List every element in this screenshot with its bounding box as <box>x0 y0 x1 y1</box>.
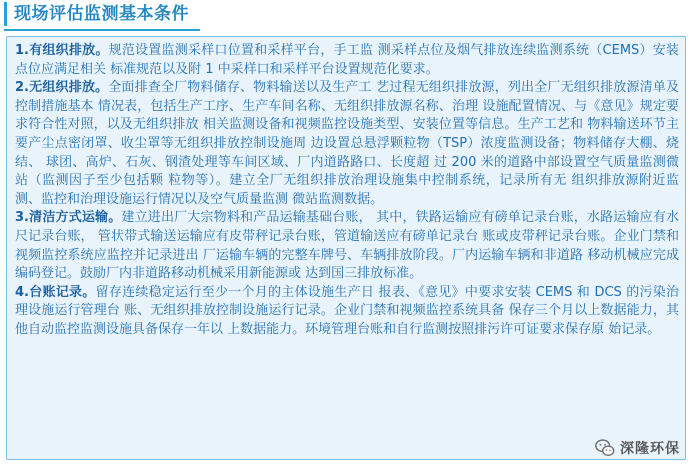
paragraph-body: 留存连续稳定运行至少一个月的主体设施生产日 报表、《意见》中要求安装 CEMS 和 DCS 的污染治理设施运行管理台 账、无组织排放控制设施运行记录。企业门禁和视频监控系统具备 保存三个月以上数据能力，其他自动监控监测设施具备保存一年以 上数据能力。环境管理台账和自行监测按照排污许可证要求保存原 始记录。 <box>15 284 679 337</box>
page-title: 现场评估监测基本条件 <box>14 4 189 24</box>
paragraph-title: 3.清洁方式运输。 <box>15 210 122 226</box>
section-header <box>0 0 694 32</box>
wechat-icon <box>594 437 616 459</box>
watermark-text: 深隆环保 <box>620 441 680 457</box>
paragraph-organized-emission <box>15 42 679 79</box>
paragraph-body: 建立进出厂大宗物料和产品运输基础台账， 其中，铁路运输应有磅单记录台账，水路运输应有水尺记录台账， 管状带式输送运输应有皮带秤记录台账，管道输送应有磅单记录台 账或皮带秤记录台账。企业门禁和视频监控系统应监控并记录进出 厂运输车辆的完整车牌号、车辆排放阶段。厂内运输车辆和非道路 移动机械应完成编码登记。鼓励厂内非道路移动机械采用新能源或 达到国三排放标准。 <box>15 210 679 282</box>
paragraph-title: 2.无组织排放。 <box>15 80 109 96</box>
paragraph-clean-transport <box>15 209 679 283</box>
header-accent-bar <box>4 2 7 26</box>
paragraph-unorganized-emission <box>15 79 679 209</box>
paragraph-ledger-records <box>15 284 679 340</box>
header-underline <box>4 29 200 31</box>
paragraph-body: 全面排查全厂物料储存、物料输送以及生产工 艺过程无组织排放源，列出全厂无组织排放源清单及控制措施基本 情况表，包括生产工序、生产车间名称、无组织排放源名称、治理 设施配置情况、与《意见》规定要求符合性对照，以及无组织排放 相关监测设备和视频监控设施类型、安装位置等信息。生产工艺和 物料输送环节主要产尘点密闭罩、收尘罩等无组织排放控制设施周 边设置总悬浮颗粒物（TSP）浓度监测设备；物料储存大棚、烧结、 球团、高炉、石灰、钢渣处理等车间区域、厂内道路路口、长度超 过 200 米的道路中部设置空气质量监测微站（监测因子至少包括颗 粒物等）。建立全厂无组织排放治理设施集中控制系统，记录所有无 组织排放源附近监测、监控和治理设施运行情况以及空气质量监测 微站监测数据。 <box>15 80 679 207</box>
watermark <box>594 437 680 459</box>
paragraph-title: 1.有组织排放。 <box>15 43 109 58</box>
content-text <box>15 42 679 340</box>
paragraph-title: 4.台账记录。 <box>15 284 96 300</box>
content-box <box>6 36 686 460</box>
paragraph-body: 规范设置监测采样口位置和采样平台，手工监 测采样点位及烟气排放连续监测系统（CEMS）安装点位应满足相关 标准规范以及附 1 中采样口和采样平台设置规范化要求。 <box>15 43 679 77</box>
